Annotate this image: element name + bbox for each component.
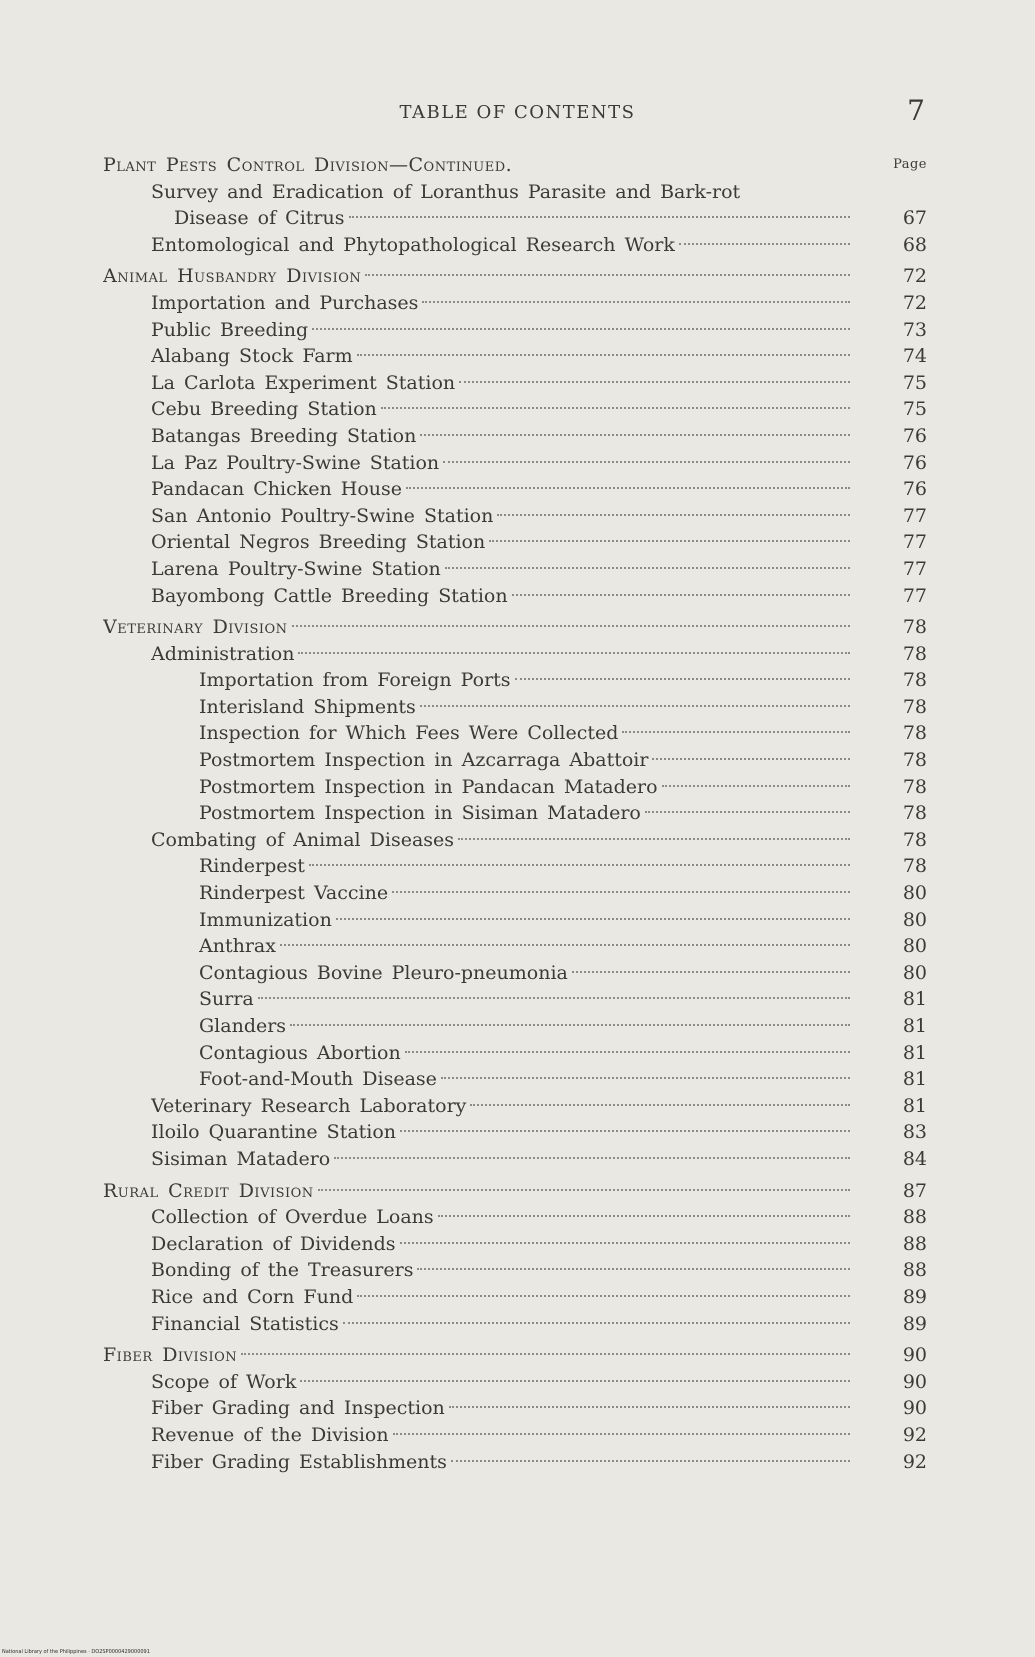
- toc-entry: [151, 827, 850, 854]
- toc-entry-row: [103, 667, 927, 694]
- toc-entry: [151, 583, 850, 610]
- dot-leader: [470, 1104, 850, 1106]
- toc-entry-label: Inspection for Which Fees Were Collected: [199, 722, 619, 745]
- dot-leader: [365, 274, 850, 276]
- toc-entry-label: Contagious Abortion: [199, 1041, 401, 1064]
- toc-entry-label: Rinderpest: [199, 855, 305, 878]
- toc-entry-label: Postmortem Inspection in Azcarraga Abattoir: [199, 749, 649, 772]
- toc-header-row: [103, 152, 927, 179]
- toc-entry-row: [103, 1040, 927, 1067]
- toc-page-number: 72: [902, 265, 927, 288]
- toc-entry: [151, 232, 850, 259]
- toc-entry: [103, 1342, 850, 1369]
- toc-entry: [151, 1369, 850, 1396]
- dot-leader: [406, 487, 850, 489]
- toc-entry-row: [103, 503, 927, 530]
- toc-entry-row: [103, 1422, 927, 1449]
- toc-entry: [199, 1066, 850, 1093]
- toc-entry-label: Combating of Animal Diseases: [151, 828, 455, 851]
- toc-page-number: 83: [902, 1121, 927, 1144]
- toc-entry-row: [103, 1449, 927, 1476]
- dot-leader: [400, 1242, 850, 1244]
- dot-leader: [679, 243, 850, 245]
- toc-page-number: 78: [902, 695, 927, 718]
- toc-page-number: 78: [902, 802, 927, 825]
- dot-leader: [392, 891, 850, 893]
- toc-page-number: 74: [902, 345, 927, 368]
- toc-page-number: 78: [902, 828, 927, 851]
- toc-page-number: 89: [902, 1312, 927, 1335]
- toc-entry-row: [103, 1231, 927, 1258]
- toc-page-number: 78: [902, 749, 927, 772]
- toc-entry-label: Fiber Grading and Inspection: [151, 1397, 445, 1420]
- dot-leader: [336, 918, 850, 920]
- toc-entry-row: [103, 476, 927, 503]
- toc-entry-label: Interisland Shipments: [199, 695, 416, 718]
- scan-credit: National Library of the Philippines · DO2SP0000429000091: [2, 1649, 150, 1655]
- toc-page-number: 80: [902, 908, 927, 931]
- division-title: Plant Pests Control Division—Continued.: [103, 154, 513, 176]
- table-of-contents: [103, 152, 927, 1475]
- toc-entry-row: [103, 1369, 927, 1396]
- toc-entry-label: Cebu Breeding Station: [151, 398, 377, 421]
- toc-entry-row: [103, 1066, 927, 1093]
- toc-entry: [199, 986, 850, 1013]
- toc-entry: [103, 614, 850, 641]
- toc-entry-row: [103, 423, 927, 450]
- toc-page-number: 72: [902, 291, 927, 314]
- dot-leader: [515, 678, 850, 680]
- dot-leader: [298, 652, 850, 654]
- dot-leader: [405, 1051, 850, 1053]
- toc-entry: [151, 1093, 850, 1120]
- toc-entry-label: Importation from Foreign Ports: [199, 669, 511, 692]
- toc-entry: [151, 1422, 850, 1449]
- toc-entry-label: Alabang Stock Farm: [151, 345, 353, 368]
- toc-entry-label: La Paz Poultry-Swine Station: [151, 451, 440, 474]
- dot-leader: [622, 731, 850, 733]
- toc-entry-row: [103, 747, 927, 774]
- toc-entry-label: Importation and Purchases: [151, 291, 419, 314]
- toc-page-number: 77: [902, 531, 927, 554]
- toc-page-number: 67: [902, 207, 927, 230]
- toc-entry-label: Revenue of the Division: [151, 1423, 389, 1446]
- dot-leader: [312, 328, 850, 330]
- toc-page-number: 88: [902, 1259, 927, 1282]
- toc-page-number: 90: [902, 1344, 927, 1367]
- toc-entry: [103, 1178, 850, 1205]
- toc-entry: [151, 396, 850, 423]
- toc-entry: [199, 694, 850, 721]
- dot-leader: [420, 705, 850, 707]
- dot-leader: [280, 944, 850, 946]
- toc-entry: [199, 747, 850, 774]
- toc-entry: [151, 370, 850, 397]
- division-title: Veterinary Division: [103, 616, 288, 639]
- toc-entry-label: Immunization: [199, 908, 332, 931]
- toc-entry-label: Veterinary Research Laboratory: [151, 1094, 467, 1117]
- toc-division-row: [103, 614, 927, 641]
- dot-leader: [343, 1322, 850, 1324]
- toc-entry: [151, 529, 850, 556]
- dot-leader: [357, 354, 850, 356]
- toc-page-number: 73: [902, 318, 927, 341]
- toc-page-number: 75: [902, 398, 927, 421]
- toc-entry: [151, 450, 850, 477]
- toc-entry: [151, 556, 850, 583]
- toc-entry-row: [103, 1257, 927, 1284]
- toc-entry: [151, 1119, 850, 1146]
- toc-page-number: 76: [902, 451, 927, 474]
- toc-entry-row: [103, 853, 927, 880]
- toc-entry: [151, 641, 850, 668]
- toc-entry-row: [103, 583, 927, 610]
- dot-leader: [420, 434, 850, 436]
- toc-entry: [151, 317, 850, 344]
- toc-entry: [151, 503, 850, 530]
- division-title: Fiber Division: [103, 1344, 238, 1367]
- toc-entry-label: Financial Statistics: [151, 1312, 339, 1335]
- toc-page-number: 77: [902, 504, 927, 527]
- toc-entry-row: [103, 907, 927, 934]
- dot-leader: [318, 1189, 850, 1191]
- toc-entry-label: Iloilo Quarantine Station: [151, 1121, 397, 1144]
- toc-entry: [151, 343, 850, 370]
- toc-page-number: 81: [902, 1041, 927, 1064]
- dot-leader: [381, 407, 850, 409]
- dot-leader: [393, 1433, 850, 1435]
- dot-leader: [449, 1406, 850, 1408]
- dot-leader: [489, 540, 850, 542]
- toc-page-number: 88: [902, 1206, 927, 1229]
- dot-leader: [441, 1077, 850, 1079]
- toc-entry-row: [103, 1204, 927, 1231]
- toc-entry-label: Fiber Grading Establishments: [151, 1450, 447, 1473]
- toc-page-number: 78: [902, 775, 927, 798]
- page-title: TABLE OF CONTENTS: [399, 102, 636, 123]
- toc-entry: [151, 1311, 850, 1338]
- toc-entry-label: La Carlota Experiment Station: [151, 371, 456, 394]
- toc-entry-label: Rinderpest Vaccine: [199, 882, 389, 905]
- toc-page-number: 76: [902, 478, 927, 501]
- dot-leader: [417, 1268, 850, 1270]
- dot-leader: [652, 758, 850, 760]
- dot-leader: [445, 567, 850, 569]
- toc-entry: [199, 907, 850, 934]
- toc-entry-row: [103, 1093, 927, 1120]
- dot-leader: [572, 971, 850, 973]
- toc-entry-row: [103, 529, 927, 556]
- toc-entry: [199, 960, 850, 987]
- toc-entry: [103, 263, 850, 290]
- dot-leader: [290, 1024, 850, 1026]
- toc-entry: [151, 1257, 850, 1284]
- toc-entry-row: [103, 827, 927, 854]
- toc-entry: [151, 1204, 850, 1231]
- division-title: Animal Husbandry Division: [103, 265, 362, 288]
- toc-entry-row: [103, 1013, 927, 1040]
- toc-page-number: 89: [902, 1285, 927, 1308]
- toc-entry-label: Oriental Negros Breeding Station: [151, 531, 486, 554]
- toc-page-number: 81: [902, 1068, 927, 1091]
- dot-leader: [309, 864, 850, 866]
- toc-page-number: 75: [902, 371, 927, 394]
- dot-leader: [497, 514, 850, 516]
- toc-division-row: [103, 1178, 927, 1205]
- toc-entry-label: Glanders: [199, 1015, 287, 1037]
- toc-page-number: 80: [902, 935, 927, 958]
- toc-entry-label: San Antonio Poultry-Swine Station: [151, 504, 494, 527]
- dot-leader: [422, 301, 850, 303]
- toc-page-number: 77: [902, 557, 927, 580]
- toc-page-number: 92: [902, 1450, 927, 1473]
- toc-entry-row: [103, 1311, 927, 1338]
- toc-page-number: 78: [902, 616, 927, 639]
- toc-entry: [151, 179, 850, 206]
- toc-page-number: 87: [902, 1179, 927, 1202]
- toc-entry-label: Larena Poultry-Swine Station: [151, 557, 441, 580]
- toc-entry-row: [103, 986, 927, 1013]
- toc-entry: [151, 1449, 850, 1476]
- dot-leader: [512, 594, 850, 596]
- toc-entry: [199, 720, 850, 747]
- page-header: [0, 94, 1035, 134]
- toc-entry-row: [103, 774, 927, 801]
- toc-entry-label: Postmortem Inspection in Sisiman Matadero: [199, 802, 641, 825]
- toc-entry: [151, 290, 850, 317]
- toc-entry-row: [103, 232, 927, 259]
- toc-entry-label: Scope of Work: [151, 1370, 297, 1393]
- toc-entry-row: [103, 450, 927, 477]
- toc-page-number: 78: [902, 642, 927, 665]
- toc-entry: [151, 423, 850, 450]
- toc-entry-row: [103, 343, 927, 370]
- toc-entry-row: [103, 290, 927, 317]
- toc-entry-label: Bayombong Cattle Breeding Station: [151, 584, 508, 607]
- dot-leader: [645, 811, 850, 813]
- toc-entry: [199, 667, 850, 694]
- toc-entry-label: Contagious Bovine Pleuro-pneumonia: [199, 961, 568, 984]
- toc-entry-label: Survey and Eradication of Loranthus Parasite and Bark-rot: [151, 180, 741, 203]
- toc-entry: [199, 800, 850, 827]
- toc-entry: [199, 853, 850, 880]
- dot-leader: [438, 1215, 850, 1217]
- toc-entry: [151, 1146, 850, 1173]
- toc-entry-label: Batangas Breeding Station: [151, 424, 417, 447]
- division-title: Rural Credit Division: [103, 1179, 314, 1202]
- toc-entry-row: [103, 800, 927, 827]
- dot-leader: [451, 1460, 850, 1462]
- toc-entry: [199, 1013, 850, 1040]
- dot-leader: [258, 997, 850, 999]
- toc-entry-label: Anthrax: [199, 935, 276, 958]
- toc-entry-row: [103, 205, 927, 232]
- toc-entry-label: Public Breeding: [151, 318, 309, 341]
- toc-page-number: 81: [902, 988, 927, 1011]
- toc-entry-label: Postmortem Inspection in Pandacan Matadero: [199, 775, 658, 798]
- toc-page-number: 78: [902, 722, 927, 745]
- toc-page-number: 81: [902, 1015, 927, 1037]
- toc-entry-label: Bonding of the Treasurers: [151, 1259, 414, 1282]
- toc-entry: [199, 933, 850, 960]
- dot-leader: [334, 1157, 850, 1159]
- toc-entry-row: [103, 694, 927, 721]
- dot-leader: [400, 1130, 850, 1132]
- toc-entry-label: Administration: [151, 642, 295, 665]
- dot-leader: [459, 381, 850, 383]
- toc-page-number: 80: [902, 882, 927, 905]
- toc-entry-row: [103, 1395, 927, 1422]
- toc-entry-label: Entomological and Phytopathological Research Work: [151, 233, 675, 256]
- toc-entry-label: Disease of Citrus: [174, 207, 345, 230]
- toc-entry: [151, 1231, 850, 1258]
- toc-page-number: 81: [902, 1094, 927, 1117]
- toc-page-number: 77: [902, 584, 927, 607]
- toc-entry-row: [103, 720, 927, 747]
- toc-entry-row: [103, 1284, 927, 1311]
- dot-leader: [292, 625, 850, 627]
- toc-entry-label: Declaration of Dividends: [151, 1232, 396, 1255]
- toc-entry-label: Collection of Overdue Loans: [151, 1206, 434, 1229]
- toc-page-number: 90: [902, 1370, 927, 1393]
- dot-leader: [662, 785, 850, 787]
- toc-entry-row: [103, 556, 927, 583]
- toc-division-row: [103, 1342, 927, 1369]
- dot-leader: [300, 1380, 850, 1382]
- page-number: 7: [907, 94, 925, 127]
- toc-page-number: 92: [902, 1423, 927, 1446]
- toc-entry: [151, 476, 850, 503]
- toc-entry: [103, 152, 850, 179]
- dot-leader: [241, 1353, 850, 1355]
- toc-entry-row: [103, 960, 927, 987]
- toc-page-number: 78: [902, 669, 927, 692]
- toc-entry-row: [103, 1119, 927, 1146]
- toc-page-number: 68: [902, 233, 927, 256]
- toc-entry-row: [103, 179, 927, 206]
- dot-leader: [458, 838, 850, 840]
- toc-entry-row: [103, 880, 927, 907]
- toc-entry-row: [103, 396, 927, 423]
- dot-leader: [443, 461, 850, 463]
- toc-entry: [199, 774, 850, 801]
- toc-page-number: 78: [902, 855, 927, 878]
- toc-entry-label: Surra: [199, 988, 254, 1011]
- toc-page-number: 84: [902, 1147, 927, 1170]
- dot-leader: [357, 1295, 850, 1297]
- toc-entry-row: [103, 370, 927, 397]
- toc-entry-label: Rice and Corn Fund: [151, 1285, 354, 1308]
- toc-entry: [151, 1395, 850, 1422]
- dot-leader: [349, 216, 851, 218]
- page-column-label: Page: [893, 157, 927, 172]
- toc-entry-label: Sisiman Matadero: [151, 1147, 331, 1170]
- toc-entry-row: [103, 1146, 927, 1173]
- toc-page-number: 90: [902, 1397, 927, 1420]
- toc-page-number: 80: [902, 961, 927, 984]
- toc-entry-row: [103, 933, 927, 960]
- toc-page-number: 88: [902, 1232, 927, 1255]
- toc-entry-label: Foot-and-Mouth Disease: [199, 1068, 437, 1091]
- toc-entry-row: [103, 641, 927, 668]
- toc-entry-label: Pandacan Chicken House: [151, 478, 402, 501]
- toc-entry: [199, 1040, 850, 1067]
- toc-entry-row: [103, 317, 927, 344]
- toc-entry: [199, 880, 850, 907]
- toc-page-number: 76: [902, 424, 927, 447]
- toc-entry: [174, 205, 850, 232]
- toc-entry: [151, 1284, 850, 1311]
- toc-division-row: [103, 263, 927, 290]
